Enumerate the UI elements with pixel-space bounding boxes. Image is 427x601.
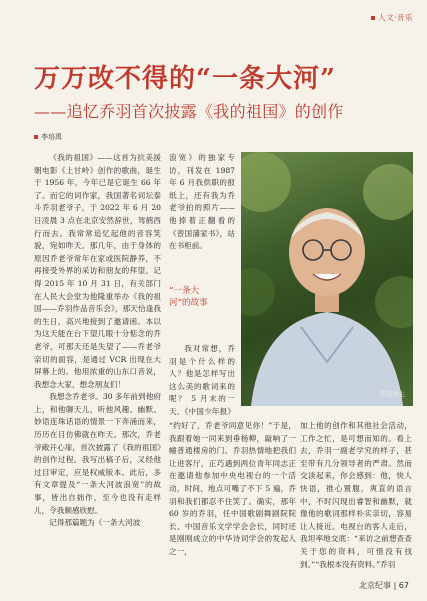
- photo-caption: 乔羽先生: [379, 390, 405, 398]
- paragraph: 我对常想，乔羽是个什么样的人？他是怎样写出这么美的歌词来的呢？ 5 月末的一天，《中国少年报》: [169, 344, 235, 415]
- portrait-photo: [241, 152, 413, 406]
- portrait-illustration: [241, 152, 413, 406]
- pull-quote: [169, 285, 235, 309]
- section-dot-icon: [371, 16, 375, 20]
- author-marker-icon: [34, 135, 38, 139]
- body-column-2-middle: [169, 343, 235, 415]
- paragraph: 我想念乔老爷。30 多年前到他府上，和他聊天儿，听他风趣、幽默、妙语连珠话语的情景一下奔涌而来，历历在目仿佛就在昨天。那次，乔老爷敞开心扉，首次披露了《我的祖国》的创作过程。我写出稿子后，又经他过目审定，应是权威版本。此后，多有文章提及“一条大河波浪宽”的故事，皆出自拙作，至今也没有走样儿，令我颇感欣慰。: [34, 392, 161, 515]
- pull-quote-line: 河”的故事: [169, 298, 208, 308]
- paragraph: 《我的祖国》——这首为抗美援朝电影《上甘岭》创作的歌曲，诞生于 1956 年，今年已是它诞生 66 年了。而它的词作家，我国著名词坛泰斗乔羽老爷子，于 2022 年 6 月 20 日凌晨 3 点在北京安然辞世，驾鹤西行而去。我常常追忆起他的音容笑貌，宛如昨天。那几年，由于身体的原因乔老爷常年在家或医院静养，不再接受外界的采访和朋友的拜望。记得 2015 年 10 月 31 日，有关部门在人民大会堂为他隆重举办《我的祖国——乔羽作品音乐会》，那天恰逢我的生日，高兴地接到了邀请函。本以为这天能在台下望几眼十分惦念的乔老爷，可那天还是失望了——乔老爷亲切的面容，是通过 VCR 出现在大屏幕上的。他用浓重的山东口音说，我想念大家，想念朋友们！: [34, 153, 161, 389]
- section-tag: [371, 12, 413, 23]
- body-column-1: [34, 152, 161, 584]
- body-column-2-top: [169, 152, 235, 276]
- paragraph: “约好了，乔老爷同意见你！”于是，我跟着她一同来到垂杨柳，敲响了一幢普通楼房的门。乔羽热情地把我们让进客厅，正巧遇到两位青年同志正在邀请他参加中央电视台的一个活动，时间、地点可嘴了不下 5 遍，乔羽和我们都忍不住笑了。确实，那年 60 岁的乔羽，任中国歌剧舞剧院院长、中国音乐文学学会会长，同时还是刚刚成立的中华诗词学会的发起人之一，: [169, 421, 296, 556]
- paragraph: 记得那篇题为《一条大河波: [49, 518, 141, 528]
- paragraph: 浪宽》的独家专访，刊发在 1987 年 6 月我供职的报纸上，还有我为乔老爷拍的照片——他捧着正翻看的《曾国藩家书》，站在书柜前。: [169, 153, 235, 251]
- paragraph: 加上他的创作和其他社会活动，工作之忙，是可想而知的。看上去，乔羽一副老学究的样子，甚至带有几分领导者的严肃。然而交谈起来，你会感到：他，快人快语，推心置腹，爽直的语言中，不时闪现出睿智和幽默，就像他的歌词那样朴实亲切，容易让人接近。电视台的客人走后，我坦率地交底：“来访之前想查查关于您的资料，可惜没有找到。”“我根本没有资料。”乔羽: [300, 421, 412, 569]
- page-footer: 北京纪事 | 67: [359, 581, 409, 590]
- section-label: 人文·音乐: [378, 13, 413, 22]
- author-name: 李培禹: [41, 133, 62, 141]
- body-column-3-bottom: [300, 420, 412, 584]
- body-column-2-bottom: [169, 420, 296, 584]
- article-title: 万万改不得的“一条大河”: [34, 64, 336, 94]
- pull-quote-line: “一条大: [169, 286, 200, 296]
- article-subtitle: ——追忆乔羽首次披露《我的祖国》的创作: [34, 102, 344, 121]
- author-line: [34, 132, 62, 142]
